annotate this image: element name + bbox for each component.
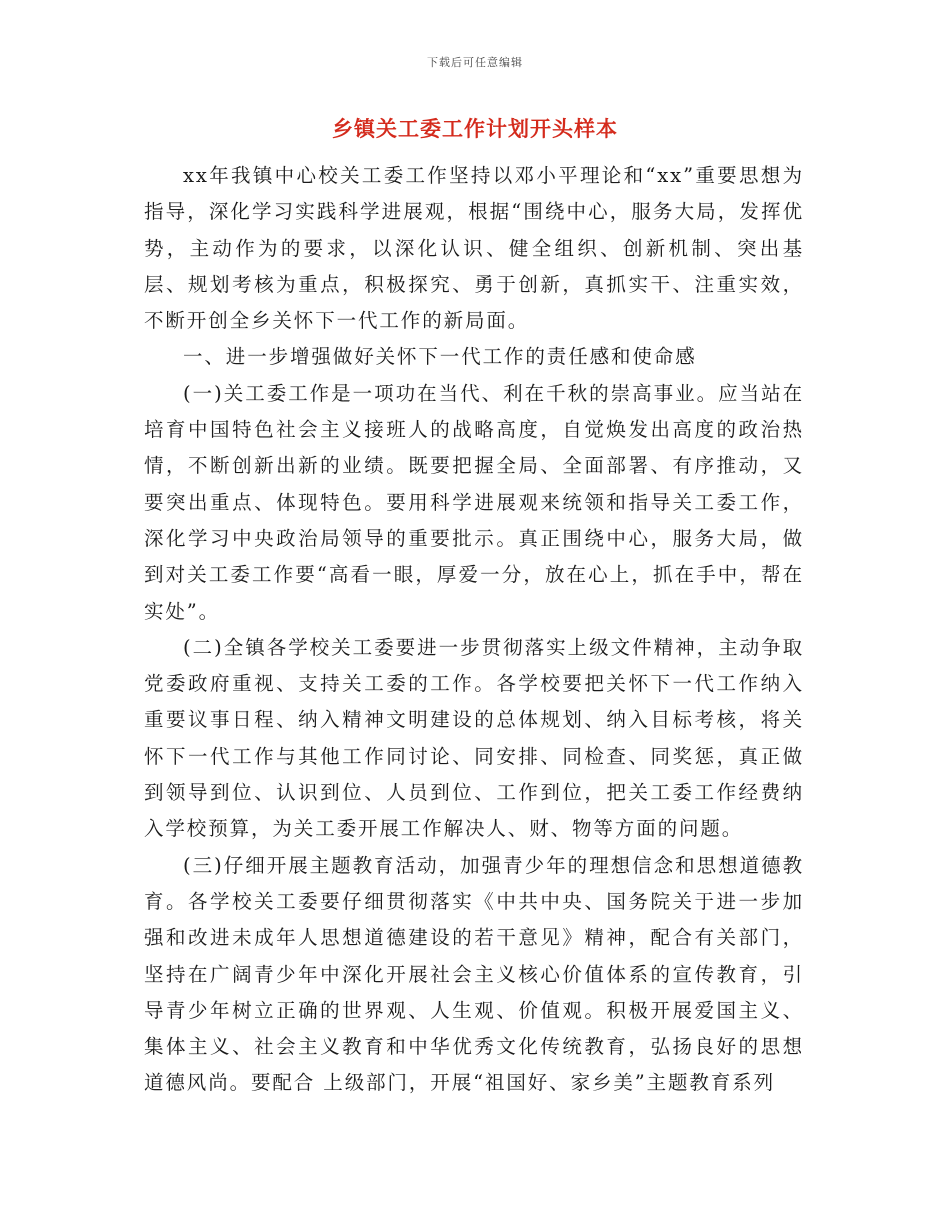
document-body: [144, 158, 804, 1102]
header-note: 下载后可任意编辑: [427, 56, 523, 69]
document-title: 乡镇关工委工作计划开头样本: [332, 116, 618, 141]
paragraph-item-3: (三)仔细开展主题教育活动，加强青少年的理想信念和思想道德教育。各学校关工委要仔细贯彻落实《中共中央、国务院关于进一步加强和改进未成年人思想道德建设的若干意见》精神，配合有关部门，坚持在广阔青少年中深化开展社会主义核心价值体系的宣传教育，引导青少年树立正确的世界观、人生观、价值观。积极开展爱国主义、集体主义、社会主义教育和中华优秀文化传统教育，弘扬良好的思想道德风尚。要配合 上级部门，开展“祖国好、家乡美”主题教育系列: [144, 853, 804, 1095]
section-heading-1: 一、进一步增强做好关怀下一代工作的责任感和使命感: [183, 345, 697, 369]
paragraph-intro: xx年我镇中心校关工委工作坚持以邓小平理论和“xx”重要思想为指导，深化学习实践科学进展观，根据“围绕中心，服务大局，发挥优势，主动作为的要求，以深化认识、健全组织、创新机制、突出基层、规划考核为重点，积极探究、勇于创新，真抓实干、注重实效，不断开创全乡关怀下一代工作的新局面。: [144, 164, 804, 333]
paragraph-item-1: (一)关工委工作是一项功在当代、利在千秋的崇高事业。应当站在培育中国特色社会主义接班人的战略高度，自觉焕发出高度的政治热情，不断创新出新的业绩。既要把握全局、全面部署、有序推动，又要突出重点、体现特色。要用科学进展观来统领和指导关工委工作，深化学习中央政治局领导的重要批示。真正围绕中心，服务大局，做到对关工委工作要“高看一眼，厚爱一分，放在心上，抓在手中，帮在实处”。: [144, 381, 804, 623]
paragraph-item-2: (二)全镇各学校关工委要进一步贯彻落实上级文件精神，主动争取党委政府重视、支持关工委的工作。各学校要把关怀下一代工作纳入重要议事日程、纳入精神文明建设的总体规划、纳入目标考核，将关怀下一代工作与其他工作同讨论、同安排、同检查、同奖惩，真正做到领导到位、认识到位、人员到位、工作到位，把关工委工作经费纳入学校预算，为关工委开展工作解决人、财、物等方面的问题。: [144, 635, 804, 841]
